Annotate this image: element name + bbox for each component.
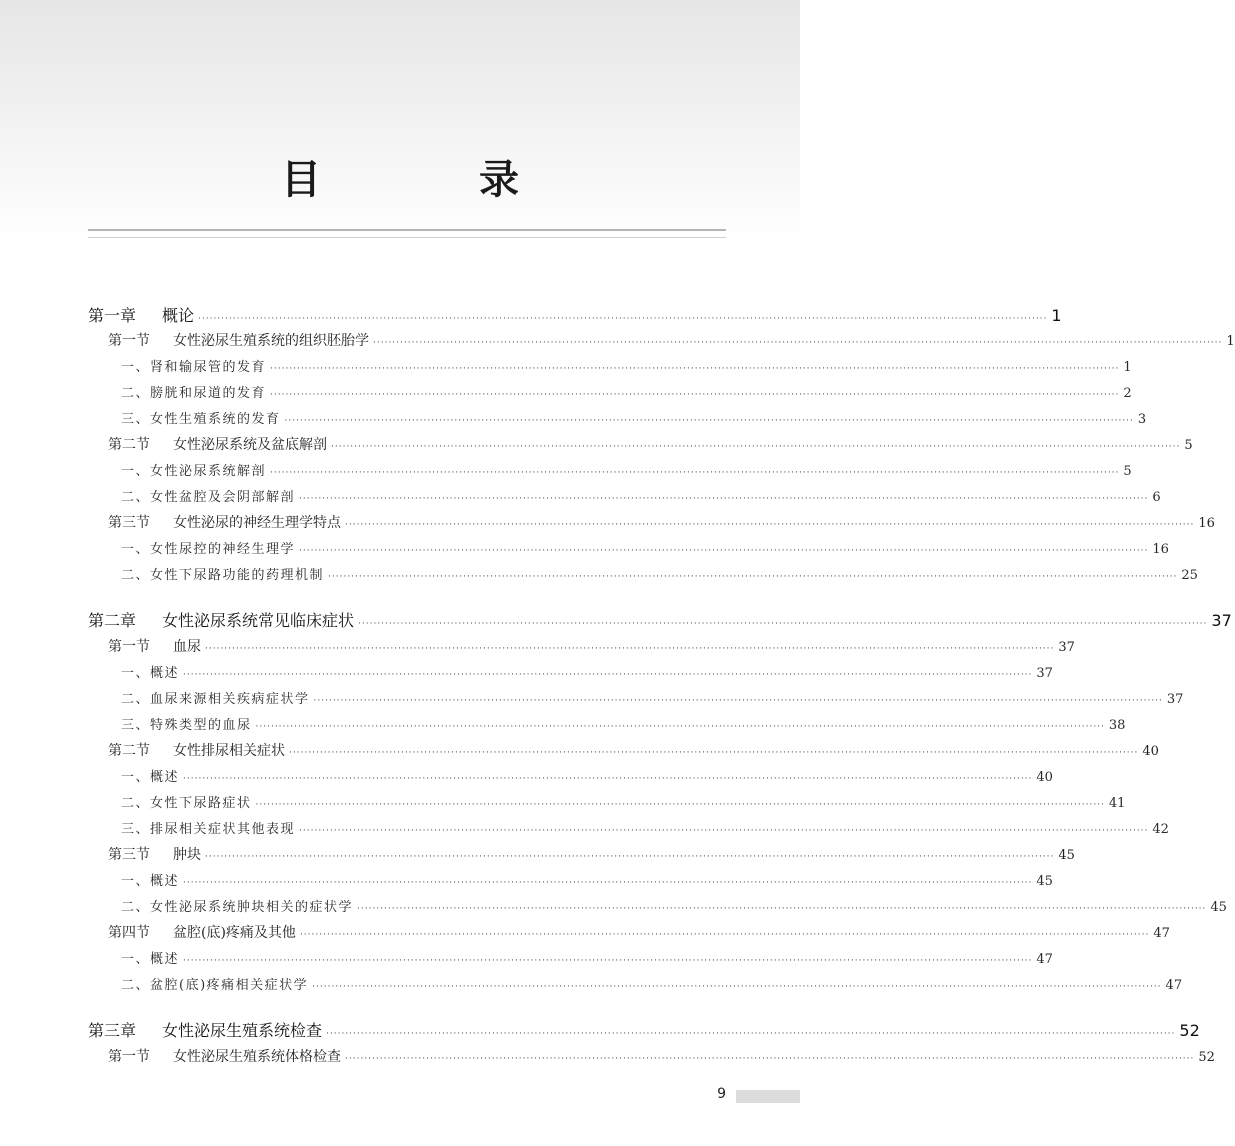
toc-sub[interactable] bbox=[121, 974, 1183, 993]
dot-leader: ···························································································································································································································· bbox=[270, 364, 1120, 374]
section-label: 第一节 bbox=[108, 639, 150, 655]
chapter-label: 第三章 bbox=[88, 1021, 137, 1040]
section-label: 第二节 bbox=[108, 437, 150, 453]
dot-leader: ···························································································································································································································· bbox=[313, 696, 1163, 706]
page-ref: 45 bbox=[1036, 874, 1053, 889]
toc-sub[interactable] bbox=[121, 662, 1053, 681]
toc-section[interactable] bbox=[108, 1046, 1215, 1066]
sub-title: 一、概述 bbox=[121, 874, 180, 889]
page-ref: 38 bbox=[1108, 718, 1126, 733]
page-ref: 37 bbox=[1058, 640, 1075, 655]
toc-sub[interactable] bbox=[121, 896, 1227, 915]
sub-title: 三、女性生殖系统的发育 bbox=[121, 412, 281, 427]
dot-leader: ···························································································································································································································· bbox=[205, 852, 1055, 862]
toc-sub[interactable] bbox=[121, 688, 1184, 707]
dot-leader: ···························································································································································································································· bbox=[345, 1054, 1195, 1064]
toc-section[interactable] bbox=[108, 922, 1170, 942]
page-ref: 1 bbox=[1226, 334, 1235, 349]
dot-leader: ···························································································································································································································· bbox=[358, 619, 1208, 629]
page-ref: 52 bbox=[1179, 1021, 1200, 1040]
page-ref: 16 bbox=[1152, 542, 1169, 557]
section-title: 女性泌尿生殖系统体格检查 bbox=[173, 1049, 341, 1065]
toc-chapter[interactable] bbox=[88, 608, 1232, 631]
dot-leader: ···························································································································································································································· bbox=[331, 442, 1181, 452]
sub-title: 二、女性下尿路症状 bbox=[121, 796, 252, 811]
dot-leader: ···························································································································································································································· bbox=[328, 572, 1178, 582]
page-title: 目 录 bbox=[281, 157, 591, 203]
page-ref: 47 bbox=[1165, 978, 1183, 993]
dot-leader: ···························································································································································································································· bbox=[373, 338, 1223, 348]
chapter-title: 概论 bbox=[162, 306, 195, 325]
section-title: 肿块 bbox=[173, 847, 201, 863]
dot-leader: ···························································································································································································································· bbox=[289, 748, 1139, 758]
dot-leader: ···························································································································································································································· bbox=[270, 468, 1120, 478]
toc-sub[interactable] bbox=[121, 948, 1053, 967]
section-label: 第三节 bbox=[108, 847, 150, 863]
chapter-title: 女性泌尿系统常见临床症状 bbox=[162, 611, 355, 630]
section-title: 女性泌尿的神经生理学特点 bbox=[173, 515, 341, 531]
footer-bar bbox=[736, 1090, 800, 1103]
chapter-label: 第二章 bbox=[88, 611, 137, 630]
page-ref: 45 bbox=[1210, 900, 1227, 915]
section-label: 第四节 bbox=[108, 925, 150, 941]
toc-sub[interactable] bbox=[121, 460, 1132, 479]
dot-leader: ···························································································································································································································· bbox=[183, 774, 1033, 784]
toc-sub[interactable] bbox=[121, 766, 1053, 785]
page-ref: 6 bbox=[1152, 490, 1161, 505]
page-ref: 3 bbox=[1137, 412, 1147, 427]
toc-sub[interactable] bbox=[121, 714, 1126, 733]
section-title: 女性泌尿系统及盆底解剖 bbox=[173, 437, 327, 453]
chapter-label: 第一章 bbox=[88, 306, 137, 325]
toc-section[interactable] bbox=[108, 636, 1075, 656]
sub-title: 二、盆腔(底)疼痛相关症状学 bbox=[121, 978, 309, 993]
toc-sub[interactable] bbox=[121, 408, 1147, 427]
page-ref: 2 bbox=[1123, 386, 1132, 401]
page-ref: 5 bbox=[1123, 464, 1132, 479]
toc-chapter[interactable] bbox=[88, 303, 1062, 326]
dot-leader: ···························································································································································································································· bbox=[299, 826, 1149, 836]
sub-title: 二、女性盆腔及会阴部解剖 bbox=[121, 490, 296, 505]
toc-sub[interactable] bbox=[121, 356, 1132, 375]
section-title: 女性泌尿生殖系统的组织胚胎学 bbox=[173, 333, 369, 349]
toc-sub[interactable] bbox=[121, 870, 1053, 889]
title-divider-thin bbox=[88, 237, 726, 238]
dot-leader: ···························································································································································································································· bbox=[255, 800, 1105, 810]
toc-sub[interactable] bbox=[121, 486, 1161, 505]
page-ref: 52 bbox=[1198, 1050, 1215, 1065]
page-ref: 37 bbox=[1211, 611, 1232, 630]
sub-title: 一、女性尿控的神经生理学 bbox=[121, 542, 296, 557]
toc-section[interactable] bbox=[108, 740, 1159, 760]
sub-title: 二、女性泌尿系统肿块相关的症状学 bbox=[121, 900, 354, 915]
dot-leader: ···························································································································································································································· bbox=[299, 494, 1149, 504]
toc-section[interactable] bbox=[108, 844, 1075, 864]
section-label: 第二节 bbox=[108, 743, 150, 759]
page-ref: 40 bbox=[1142, 744, 1159, 759]
dot-leader: ···························································································································································································································· bbox=[205, 644, 1055, 654]
sub-title: 一、概述 bbox=[121, 770, 180, 785]
section-title: 血尿 bbox=[173, 639, 201, 655]
sub-title: 一、概述 bbox=[121, 952, 180, 967]
page-ref: 37 bbox=[1166, 692, 1184, 707]
dot-leader: ···························································································································································································································· bbox=[299, 546, 1149, 556]
section-label: 第一节 bbox=[108, 1049, 150, 1065]
toc-sub[interactable] bbox=[121, 564, 1198, 583]
chapter-title: 女性泌尿生殖系统检查 bbox=[162, 1021, 323, 1040]
sub-title: 三、排尿相关症状其他表现 bbox=[121, 822, 296, 837]
dot-leader: ···························································································································································································································· bbox=[312, 982, 1162, 992]
page-ref: 47 bbox=[1036, 952, 1053, 967]
toc-sub[interactable] bbox=[121, 538, 1169, 557]
dot-leader: ···························································································································································································································· bbox=[198, 314, 1048, 324]
title-divider bbox=[88, 229, 726, 231]
toc-sub[interactable] bbox=[121, 792, 1126, 811]
page-ref: 45 bbox=[1058, 848, 1075, 863]
sub-title: 一、概述 bbox=[121, 666, 180, 681]
toc-chapter[interactable] bbox=[88, 1018, 1200, 1041]
dot-leader: ···························································································································································································································· bbox=[183, 956, 1033, 966]
page-ref: 1 bbox=[1051, 306, 1062, 325]
page-ref: 1 bbox=[1123, 360, 1132, 375]
dot-leader: ···························································································································································································································· bbox=[183, 670, 1033, 680]
page-ref: 41 bbox=[1108, 796, 1126, 811]
toc-sub[interactable] bbox=[121, 382, 1132, 401]
dot-leader: ···························································································································································································································· bbox=[357, 904, 1207, 914]
toc-section[interactable] bbox=[108, 330, 1235, 350]
toc-section[interactable] bbox=[108, 434, 1193, 454]
dot-leader: ···························································································································································································································· bbox=[284, 416, 1134, 426]
toc-sub[interactable] bbox=[121, 818, 1169, 837]
section-label: 第三节 bbox=[108, 515, 150, 531]
sub-title: 一、女性泌尿系统解剖 bbox=[121, 464, 267, 479]
page-ref: 37 bbox=[1036, 666, 1053, 681]
sub-title: 二、女性下尿路功能的药理机制 bbox=[121, 568, 325, 583]
section-title: 女性排尿相关症状 bbox=[173, 743, 285, 759]
dot-leader: ···························································································································································································································· bbox=[270, 390, 1120, 400]
section-title: 盆腔(底)疼痛及其他 bbox=[173, 925, 296, 941]
dot-leader: ···························································································································································································································· bbox=[326, 1029, 1176, 1039]
toc-section[interactable] bbox=[108, 512, 1215, 532]
dot-leader: ···························································································································································································································· bbox=[255, 722, 1105, 732]
sub-title: 三、特殊类型的血尿 bbox=[121, 718, 252, 733]
page-ref: 42 bbox=[1152, 822, 1169, 837]
page-ref: 25 bbox=[1181, 568, 1198, 583]
page-ref: 16 bbox=[1198, 516, 1215, 531]
sub-title: 二、膀胱和尿道的发育 bbox=[121, 386, 267, 401]
page-ref: 5 bbox=[1184, 438, 1193, 453]
section-label: 第一节 bbox=[108, 333, 150, 349]
sub-title: 一、肾和输尿管的发育 bbox=[121, 360, 267, 375]
page-ref: 40 bbox=[1036, 770, 1053, 785]
page-number: 9 bbox=[717, 1086, 726, 1102]
page-ref: 47 bbox=[1153, 926, 1170, 941]
dot-leader: ···························································································································································································································· bbox=[345, 520, 1195, 530]
dot-leader: ···························································································································································································································· bbox=[183, 878, 1033, 888]
dot-leader: ···························································································································································································································· bbox=[299, 930, 1150, 940]
sub-title: 二、血尿来源相关疾病症状学 bbox=[121, 692, 310, 707]
